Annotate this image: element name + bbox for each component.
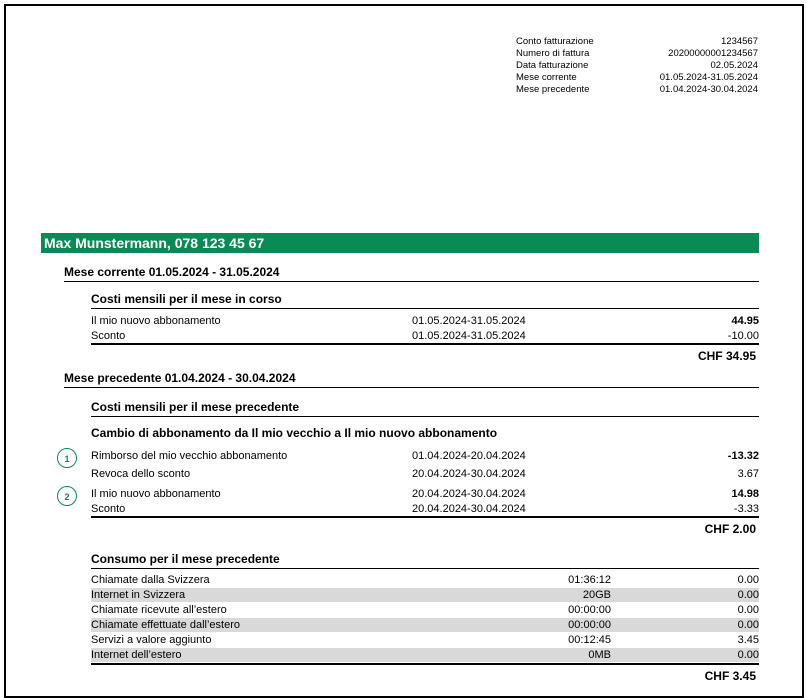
consumption-usage: 0MB — [588, 649, 611, 661]
meta-value: 20200000001234567 — [668, 48, 758, 59]
charge-label: Sconto — [91, 330, 126, 342]
consumption-usage: 00:00:00 — [568, 604, 611, 616]
consumption-label: Servizi a valore aggiunto — [91, 634, 212, 646]
charge-row — [91, 502, 759, 516]
previous-month-total: CHF 2.00 — [704, 522, 756, 536]
meta-row-invoice-date — [516, 60, 758, 72]
consumption-usage: 01:36:12 — [568, 574, 611, 586]
consumption-amount: 0.00 — [737, 619, 759, 631]
current-month-subheading: Costi mensili per il mese in corso — [91, 292, 282, 306]
divider — [91, 308, 759, 309]
consumption-total: CHF 3.45 — [704, 669, 756, 683]
consumption-row — [91, 573, 759, 587]
meta-row-current-month — [516, 72, 758, 84]
previous-month-subheading: Costi mensili per il mese precedente — [91, 400, 300, 414]
charge-row — [91, 487, 759, 501]
total-divider — [91, 663, 759, 665]
meta-value: 01.05.2024-31.05.2024 — [659, 72, 758, 83]
meta-label: Mese precedente — [516, 84, 590, 95]
meta-label: Conto fatturazione — [516, 36, 594, 47]
divider — [64, 281, 759, 282]
charge-amount: 14.98 — [731, 488, 759, 500]
total-divider — [91, 516, 759, 518]
meta-label: Mese corrente — [516, 72, 577, 83]
consumption-label: Internet in Svizzera — [91, 589, 186, 601]
step-badge-2: 2 — [57, 486, 77, 506]
meta-value: 02.05.2024 — [710, 60, 758, 71]
consumption-amount: 0.00 — [737, 604, 759, 616]
charge-row — [91, 467, 759, 481]
consumption-usage: 00:00:00 — [568, 619, 611, 631]
consumption-row — [91, 603, 759, 617]
consumption-heading: Consumo per il mese precedente — [91, 552, 280, 566]
invoice-meta — [516, 36, 758, 96]
consumption-usage: 00:12:45 — [568, 634, 611, 646]
customer-banner — [41, 233, 759, 253]
meta-value: 01.04.2024-30.04.2024 — [659, 84, 758, 95]
meta-row-invoice-number — [516, 48, 758, 60]
charge-label: Revoca dello sconto — [91, 468, 191, 480]
consumption-label: Chiamate effettuate dall’estero — [91, 619, 240, 631]
charge-amount: -10.00 — [727, 330, 759, 342]
charge-period: 20.04.2024-30.04.2024 — [412, 468, 526, 480]
consumption-label: Chiamate dalla Svizzera — [91, 574, 210, 586]
consumption-row — [91, 633, 759, 647]
consumption-amount: 0.00 — [737, 574, 759, 586]
step-badge-1: 1 — [57, 448, 77, 468]
meta-row-previous-month — [516, 84, 758, 96]
charge-period: 01.05.2024-31.05.2024 — [412, 330, 526, 342]
meta-row-billing-account — [516, 36, 758, 48]
consumption-label: Internet dell’estero — [91, 649, 182, 661]
charge-label: Il mio nuovo abbonamento — [91, 488, 221, 500]
charge-label: Sconto — [91, 503, 126, 515]
charge-period: 01.04.2024-20.04.2024 — [412, 450, 526, 462]
consumption-label: Chiamate ricevute all’estero — [91, 604, 227, 616]
divider — [91, 568, 759, 569]
plan-change-heading: Cambio di abbonamento da Il mio vecchio a Il mio nuovo abbonamento — [91, 426, 498, 440]
divider — [64, 387, 759, 388]
consumption-amount: 0.00 — [737, 589, 759, 601]
charge-amount: 3.67 — [737, 468, 759, 480]
charge-period: 20.04.2024-30.04.2024 — [412, 488, 526, 500]
consumption-amount: 3.45 — [737, 634, 759, 646]
charge-amount: 44.95 — [731, 315, 759, 327]
consumption-row — [91, 618, 759, 632]
meta-label: Data fatturazione — [516, 60, 589, 71]
current-month-heading: Mese corrente 01.05.2024 - 31.05.2024 — [64, 265, 280, 279]
charge-label: Rimborso del mio vecchio abbonamento — [91, 450, 288, 462]
consumption-row — [91, 588, 759, 602]
charge-period: 20.04.2024-30.04.2024 — [412, 503, 526, 515]
consumption-amount: 0.00 — [737, 649, 759, 661]
charge-period: 01.05.2024-31.05.2024 — [412, 315, 526, 327]
divider — [91, 416, 759, 417]
consumption-row — [91, 648, 759, 662]
meta-value: 1234567 — [721, 36, 758, 47]
meta-label: Numero di fattura — [516, 48, 590, 59]
charge-row — [91, 329, 759, 343]
customer-banner-text: Max Munstermann, 078 123 45 67 — [44, 235, 265, 251]
charge-row — [91, 314, 759, 328]
current-month-total: CHF 34.95 — [697, 349, 756, 363]
invoice-page — [4, 4, 804, 698]
charge-amount: -3.33 — [733, 503, 759, 515]
total-divider — [91, 343, 759, 345]
charge-row — [91, 449, 759, 463]
charge-amount: -13.32 — [727, 450, 759, 462]
charge-label: Il mio nuovo abbonamento — [91, 315, 221, 327]
consumption-usage: 20GB — [582, 589, 611, 601]
previous-month-heading: Mese precedente 01.04.2024 - 30.04.2024 — [64, 371, 296, 385]
